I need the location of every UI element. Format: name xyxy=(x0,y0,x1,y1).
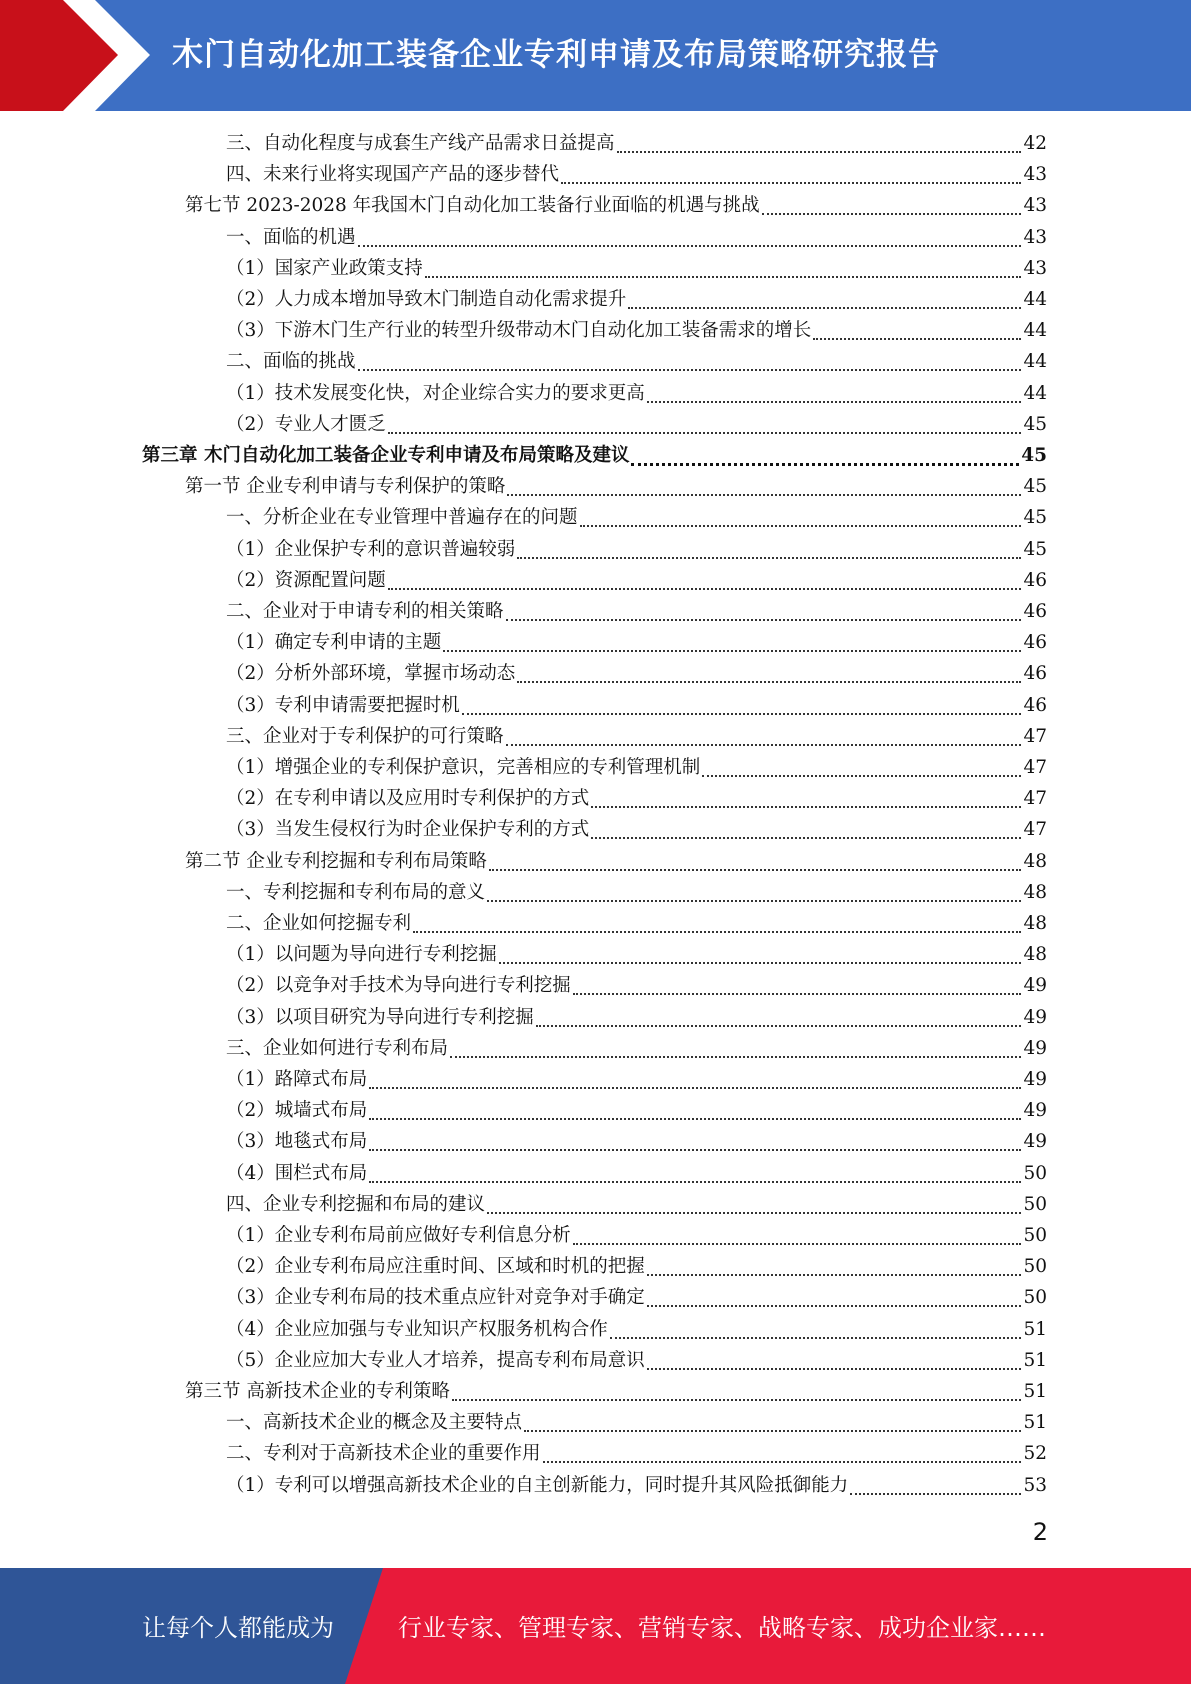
toc-entry-label: （1）企业保护专利的意识普遍较弱 xyxy=(226,538,516,560)
toc-entry-page: 46 xyxy=(1023,569,1047,591)
toc-dot-leader xyxy=(369,1180,1021,1183)
toc-entry-label: （2）资源配置问题 xyxy=(226,569,386,591)
toc-entry-page: 48 xyxy=(1023,881,1047,903)
toc-entry-page: 49 xyxy=(1023,1037,1047,1059)
toc-entry[interactable] xyxy=(226,627,1047,658)
toc-entry-page: 44 xyxy=(1023,320,1047,342)
toc-entry-page: 47 xyxy=(1023,788,1047,810)
toc-entry-label: 第七节 2023-2028 年我国木门自动化加工装备行业面临的机遇与挑战 xyxy=(185,195,760,217)
toc-entry-page: 43 xyxy=(1023,164,1047,186)
toc-dot-leader xyxy=(487,1211,1021,1214)
toc-dot-leader xyxy=(506,743,1022,746)
toc-dot-leader xyxy=(489,868,1022,871)
toc-dot-leader xyxy=(543,1460,1022,1463)
toc-entry-page: 45 xyxy=(1023,476,1047,498)
toc-entry-page: 46 xyxy=(1023,663,1047,685)
toc-entry-page: 47 xyxy=(1023,757,1047,778)
toc-entry-page: 43 xyxy=(1023,226,1047,248)
toc-dot-leader xyxy=(413,930,1021,933)
toc-entry-label: 第二节 企业专利挖掘和专利布局策略 xyxy=(185,850,487,872)
toc-entry[interactable] xyxy=(226,721,1047,752)
toc-dot-leader xyxy=(647,400,1022,403)
toc-entry[interactable] xyxy=(226,1189,1047,1220)
toc-entry-label: 三、企业对于专利保护的可行策略 xyxy=(226,725,504,747)
toc-entry[interactable] xyxy=(226,1220,1047,1251)
toc-entry[interactable] xyxy=(226,814,1047,845)
toc-entry[interactable] xyxy=(226,315,1047,346)
toc-entry-page: 46 xyxy=(1023,694,1047,716)
toc-entry-page: 45 xyxy=(1023,507,1047,529)
toc-dot-leader xyxy=(517,680,1021,683)
toc-entry-label: （2）城墙式布局 xyxy=(226,1100,368,1122)
toc-entry[interactable] xyxy=(226,783,1047,814)
toc-entry-page: 47 xyxy=(1023,725,1047,747)
toc-entry[interactable] xyxy=(226,1345,1047,1376)
toc-entry-label: （4）围栏式布局 xyxy=(226,1162,368,1184)
toc-entry[interactable] xyxy=(226,1470,1047,1501)
toc-entry[interactable] xyxy=(185,190,1047,221)
footer-banner xyxy=(0,1568,1191,1684)
toc-entry[interactable] xyxy=(226,596,1047,627)
toc-dot-leader xyxy=(610,1336,1022,1339)
toc-entry[interactable] xyxy=(226,908,1047,939)
toc-dot-leader xyxy=(573,1242,1022,1245)
toc-entry[interactable] xyxy=(226,1002,1047,1033)
toc-entry[interactable] xyxy=(185,846,1047,877)
page-number: 2 xyxy=(1032,1518,1048,1546)
toc-entry-label: （3）企业专利布局的技术重点应针对竞争对手确定 xyxy=(226,1287,645,1309)
toc-entry-page: 48 xyxy=(1023,850,1047,872)
toc-entry[interactable] xyxy=(226,159,1047,190)
toc-entry[interactable] xyxy=(226,1033,1047,1064)
toc-entry-label: （3）下游木门生产行业的转型升级带动木门自动化加工装备需求的增长 xyxy=(226,320,812,342)
toc-entry-label: 第三节 高新技术企业的专利策略 xyxy=(185,1381,450,1402)
toc-entry-label: （3）以项目研究为导向进行专利挖掘 xyxy=(226,1006,534,1028)
toc-dot-leader xyxy=(506,618,1022,621)
toc-entry-label: （3）地毯式布局 xyxy=(226,1131,368,1153)
toc-entry-page: 49 xyxy=(1023,1131,1047,1153)
toc-entry[interactable] xyxy=(185,1376,1047,1407)
toc-entry[interactable] xyxy=(226,1282,1047,1313)
toc-entry-page: 52 xyxy=(1023,1443,1047,1465)
toc-dot-leader xyxy=(647,1367,1022,1370)
toc-entry[interactable] xyxy=(226,658,1047,689)
toc-entry[interactable] xyxy=(226,534,1047,565)
toc-entry[interactable] xyxy=(226,1095,1047,1126)
toc-dot-leader xyxy=(425,275,1022,278)
toc-entry-page: 50 xyxy=(1023,1225,1047,1246)
toc-entry-label: 三、自动化程度与成套生产线产品需求日益提高 xyxy=(226,133,615,154)
toc-dot-leader xyxy=(517,556,1021,559)
toc-entry[interactable] xyxy=(226,939,1047,970)
toc-entry[interactable] xyxy=(185,471,1047,502)
toc-entry-page: 50 xyxy=(1023,1193,1047,1215)
toc-entry-label: （1）专利可以增强高新技术企业的自主创新能力，同时提升其风险抵御能力 xyxy=(226,1474,849,1496)
toc-entry-label: （1）增强企业的专利保护意识，完善相应的专利管理机制 xyxy=(226,757,701,778)
toc-entry-page: 51 xyxy=(1023,1381,1047,1402)
toc-entry-label: （4）企业应加强与专业知识产权服务机构合作 xyxy=(226,1318,608,1340)
toc-entry[interactable] xyxy=(226,970,1047,1001)
toc-entry-page: 46 xyxy=(1023,632,1047,654)
toc-entry-page: 47 xyxy=(1023,819,1047,841)
toc-dot-leader xyxy=(702,774,1021,777)
toc-entry-label: （2）分析外部环境，掌握市场动态 xyxy=(226,663,516,685)
toc-entry-label: 一、高新技术企业的概念及主要特点 xyxy=(226,1412,523,1434)
toc-entry-page: 46 xyxy=(1023,601,1047,622)
toc-entry[interactable] xyxy=(226,222,1047,253)
toc-dot-leader xyxy=(507,493,1021,496)
header-banner xyxy=(0,0,1191,111)
toc-dot-leader xyxy=(762,212,1022,215)
toc-dot-leader xyxy=(813,337,1021,340)
toc-dot-leader xyxy=(536,1024,1022,1027)
toc-entry-label: （1）以问题为导向进行专利挖掘 xyxy=(226,944,497,966)
toc-dot-leader xyxy=(452,1398,1022,1401)
toc-entry-label: （1）技术发展变化快，对企业综合实力的要求更高 xyxy=(226,382,645,404)
toc-entry[interactable] xyxy=(226,1407,1047,1438)
toc-entry[interactable] xyxy=(226,1251,1047,1282)
toc-entry-page: 48 xyxy=(1023,913,1047,934)
toc-dot-leader xyxy=(499,961,1022,964)
toc-entry-label: （2）企业专利布局应注重时间、区域和时机的把握 xyxy=(226,1256,645,1278)
toc-entry[interactable] xyxy=(226,502,1047,533)
toc-dot-leader xyxy=(388,587,1022,590)
toc-entry-page: 45 xyxy=(1023,413,1047,435)
toc-entry-page: 44 xyxy=(1023,382,1047,404)
footer-slogan-left: 让每个人都能成为 xyxy=(142,1614,334,1642)
toc-entry-label: 第一节 企业专利申请与专利保护的策略 xyxy=(185,476,506,498)
toc-dot-leader xyxy=(628,306,1021,309)
toc-entry-page: 49 xyxy=(1023,1100,1047,1122)
toc-dot-leader xyxy=(369,1117,1021,1120)
toc-dot-leader xyxy=(850,1492,1021,1495)
toc-entry[interactable] xyxy=(226,346,1047,377)
toc-dot-leader xyxy=(647,1273,1022,1276)
toc-dot-leader xyxy=(580,524,1022,527)
toc-entry[interactable] xyxy=(226,1064,1047,1095)
toc-entry-label: （5）企业应加大专业人才培养，提高专利布局意识 xyxy=(226,1349,645,1371)
toc-entry[interactable] xyxy=(226,378,1047,409)
toc-dot-leader xyxy=(617,150,1022,153)
toc-dot-leader xyxy=(369,1086,1021,1089)
toc-entry[interactable] xyxy=(142,440,1047,471)
toc-dot-leader xyxy=(631,462,1019,466)
toc-entry-page: 50 xyxy=(1023,1162,1047,1184)
toc-dot-leader xyxy=(358,368,1022,371)
toc-entry-page: 44 xyxy=(1023,351,1047,373)
toc-entry-label: （1）国家产业政策支持 xyxy=(226,257,423,279)
toc-entry-page: 48 xyxy=(1023,944,1047,966)
toc-dot-leader xyxy=(591,805,1021,808)
toc-entry[interactable] xyxy=(226,253,1047,284)
toc-entry[interactable] xyxy=(226,409,1047,440)
toc-entry[interactable] xyxy=(226,565,1047,596)
toc-entry-label: 二、专利对于高新技术企业的重要作用 xyxy=(226,1443,541,1465)
toc-entry-label: 四、企业专利挖掘和布局的建议 xyxy=(226,1193,486,1215)
toc-entry-page: 53 xyxy=(1023,1474,1047,1496)
toc-entry-page: 43 xyxy=(1023,257,1047,279)
report-title: 木门自动化加工装备企业专利申请及布局策略研究报告 xyxy=(172,37,940,73)
toc-dot-leader xyxy=(462,712,1022,715)
toc-entry-label: （2）在专利申请以及应用时专利保护的方式 xyxy=(226,788,590,810)
toc-entry-page: 51 xyxy=(1023,1412,1047,1434)
toc-entry-label: 二、面临的挑战 xyxy=(226,351,356,373)
toc-entry-label: 第三章 木门自动化加工装备企业专利申请及布局策略及建议 xyxy=(142,445,630,466)
toc-entry-page: 49 xyxy=(1023,975,1047,997)
toc-entry[interactable] xyxy=(226,752,1047,783)
toc-entry-label: 一、分析企业在专业管理中普遍存在的问题 xyxy=(226,507,578,529)
toc-entry[interactable] xyxy=(226,690,1047,721)
toc-entry-label: （1）路障式布局 xyxy=(226,1069,368,1090)
toc-entry-label: （2）以竞争对手技术为导向进行专利挖掘 xyxy=(226,975,571,997)
toc-entry-page: 43 xyxy=(1023,195,1047,217)
toc-dot-leader xyxy=(358,244,1022,247)
toc-entry-label: 三、企业如何进行专利布局 xyxy=(226,1037,449,1059)
toc-dot-leader xyxy=(450,1055,1021,1058)
toc-entry-page: 50 xyxy=(1023,1256,1047,1278)
toc-entry-label: 二、企业对于申请专利的相关策略 xyxy=(226,601,504,622)
toc-entry-page: 49 xyxy=(1023,1006,1047,1028)
toc-dot-leader xyxy=(573,992,1022,995)
toc-entry-label: 一、专利挖掘和专利布局的意义 xyxy=(226,881,486,903)
toc-entry-label: （2）人力成本增加导致木门制造自动化需求提升 xyxy=(226,289,627,310)
toc-dot-leader xyxy=(647,1304,1022,1307)
toc-entry-label: （2）专业人才匮乏 xyxy=(226,413,386,435)
toc-entry-page: 51 xyxy=(1023,1349,1047,1371)
toc-entry-label: （3）专利申请需要把握时机 xyxy=(226,694,460,716)
toc-entry-page: 50 xyxy=(1023,1287,1047,1309)
toc-entry[interactable] xyxy=(226,284,1047,315)
toc-dot-leader xyxy=(388,431,1022,434)
toc-entry[interactable] xyxy=(226,1158,1047,1189)
toc-dot-leader xyxy=(487,899,1021,902)
toc-dot-leader xyxy=(591,836,1021,839)
toc-entry-label: （1）确定专利申请的主题 xyxy=(226,632,442,654)
toc-dot-leader xyxy=(369,1148,1021,1151)
toc-entry-page: 51 xyxy=(1023,1318,1047,1340)
toc-entry[interactable] xyxy=(226,1438,1047,1469)
toc-entry-page: 42 xyxy=(1023,133,1047,154)
toc-entry-page: 44 xyxy=(1023,289,1047,310)
toc-entry-label: （3）当发生侵权行为时企业保护专利的方式 xyxy=(226,819,590,841)
toc-dot-leader xyxy=(561,181,1021,184)
toc-entry-label: 一、面临的机遇 xyxy=(226,226,356,248)
toc-entry[interactable] xyxy=(226,1314,1047,1345)
toc-entry[interactable] xyxy=(226,877,1047,908)
toc-entry-page: 45 xyxy=(1021,445,1047,466)
toc-entry-label: （1）企业专利布局前应做好专利信息分析 xyxy=(226,1225,571,1246)
toc-entry-label: 二、企业如何挖掘专利 xyxy=(226,913,412,934)
toc-entry[interactable] xyxy=(226,1126,1047,1157)
toc-entry[interactable] xyxy=(226,128,1047,159)
toc-dot-leader xyxy=(443,649,1021,652)
toc-entry-page: 45 xyxy=(1023,538,1047,560)
toc-entry-page: 49 xyxy=(1023,1069,1047,1090)
toc-entry-label: 四、未来行业将实现国产产品的逐步替代 xyxy=(226,164,560,186)
toc-dot-leader xyxy=(524,1429,1021,1432)
footer-slogan-right: 行业专家、管理专家、营销专家、战略专家、成功企业家…… xyxy=(398,1614,1046,1642)
